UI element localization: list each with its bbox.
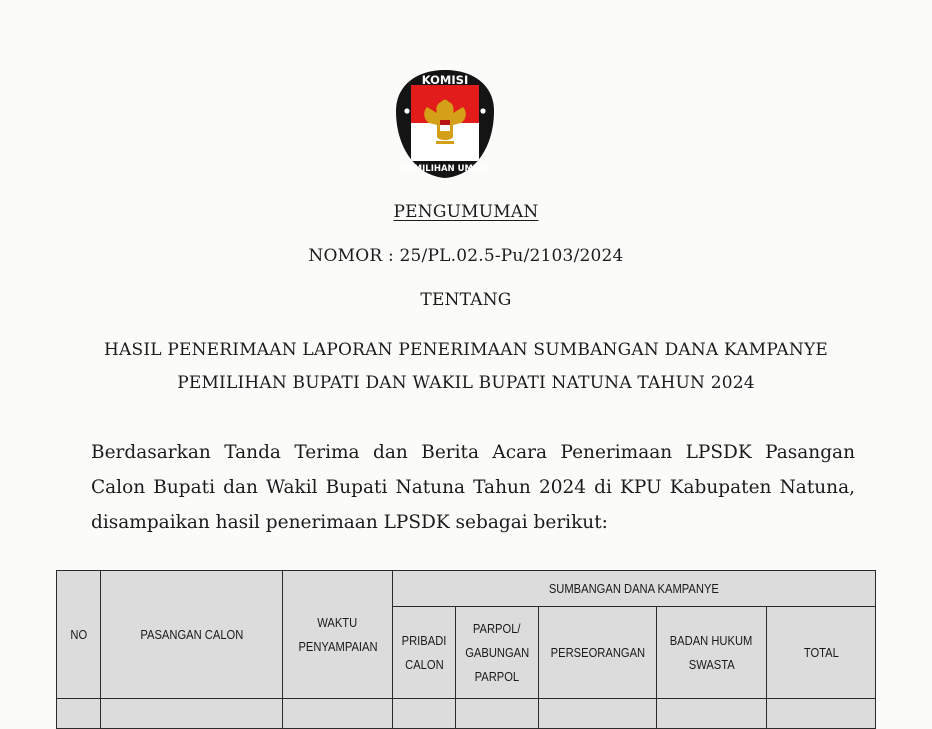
header-perseorangan: PERSEORANGAN xyxy=(539,607,657,699)
table-cell xyxy=(283,699,393,729)
table-cell xyxy=(767,699,876,729)
table-cell xyxy=(393,699,456,729)
header-pasangan-calon: PASANGAN CALON xyxy=(101,571,283,699)
header-pribadi-calon: PRIBADI CALON xyxy=(393,607,456,699)
table-cell xyxy=(101,699,283,729)
logo-bottom-text: PEMILIHAN UMUM xyxy=(401,164,489,174)
header-total: TOTAL xyxy=(767,607,876,699)
lpsdk-table xyxy=(56,570,876,729)
subject-line-2: PEMILIHAN BUPATI DAN WAKIL BUPATI NATUNA TAHUN 2024 xyxy=(177,373,755,393)
intro-line-1: Berdasarkan Tanda Terima dan Berita Acara Penerimaan LPSDK Pasangan xyxy=(91,442,855,463)
intro-line-3: disampaikan hasil penerimaan LPSDK sebagai berikut: xyxy=(91,512,608,533)
intro-paragraph xyxy=(91,435,855,540)
intro-line-2: Calon Bupati dan Wakil Bupati Natuna Tahun 2024 di KPU Kabupaten Natuna, xyxy=(91,477,855,498)
table-cell xyxy=(57,699,101,729)
document-number: NOMOR : 25/PL.02.5-Pu/2103/2024 xyxy=(308,246,624,266)
header-parpol: PARPOL/ GABUNGAN PARPOL xyxy=(456,607,539,699)
document-title: PENGUMUMAN xyxy=(393,202,539,222)
subject-line-1: HASIL PENERIMAAN LAPORAN PENERIMAAN SUMBANGAN DANA KAMPANYE xyxy=(103,340,828,360)
header-waktu-penyampaian: WAKTU PENYAMPAIAN xyxy=(283,571,393,699)
logo-top-text: KOMISI xyxy=(421,73,469,87)
table-cell xyxy=(539,699,657,729)
table-cell xyxy=(657,699,767,729)
header-no: NO xyxy=(57,571,101,699)
kpu-logo xyxy=(393,67,497,181)
table-cell xyxy=(456,699,539,729)
header-sumbangan-dana-kampanye: SUMBANGAN DANA KAMPANYE xyxy=(393,571,876,607)
about-label: TENTANG xyxy=(420,290,512,310)
header-badan-hukum-swasta: BADAN HUKUM SWASTA xyxy=(657,607,767,699)
